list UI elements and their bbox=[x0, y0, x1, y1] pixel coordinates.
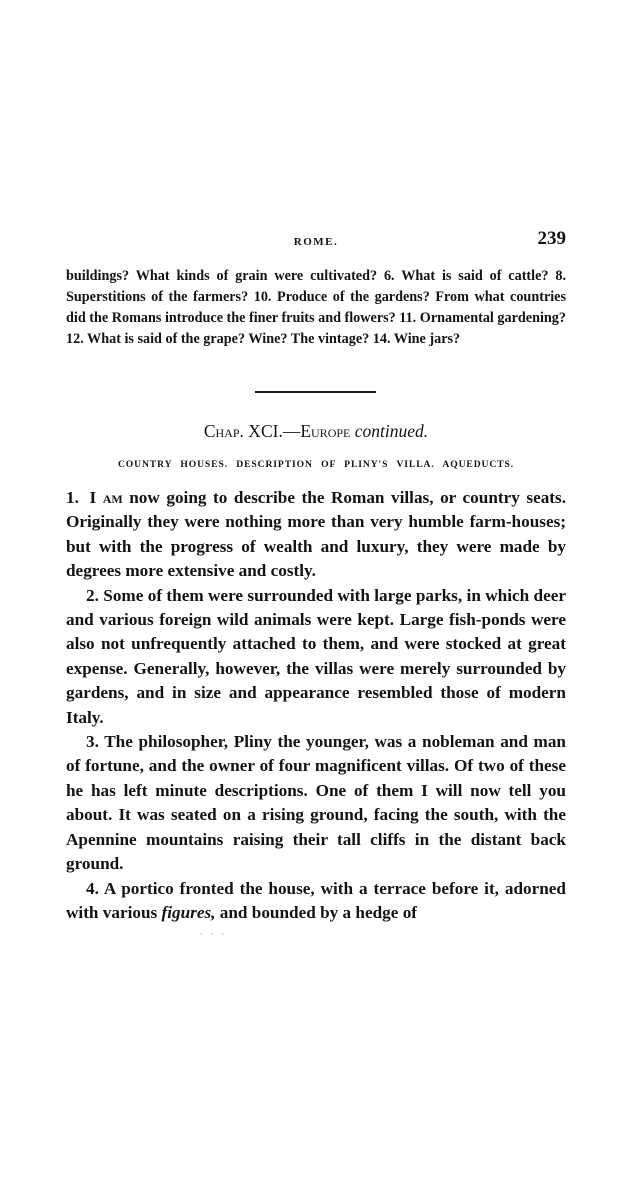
paragraph-2: 2. Some of them were surrounded with large parks, in which deer and various foreign wild animals were kept. Large fish-ponds were also not unfrequently attached to them, and were stocked at great expense. Generally, however, the villas were merely surrounded by gardens, and in size and appearance resembled those of modern Italy. bbox=[66, 585, 566, 727]
scan-specks: · · · bbox=[200, 930, 227, 939]
paragraph-4-italic: figures, bbox=[161, 902, 216, 922]
chapter-body bbox=[66, 486, 566, 925]
chapter-label: Chap. XCI.— bbox=[203, 421, 301, 441]
page-number: 239 bbox=[537, 228, 566, 249]
review-questions: buildings? What kinds of grain were cultivated? 6. What is said of cattle? 8. Superstitions of the farmers? 10. Produce of the gardens? From what countries did the Romans introduce the finer fruits and flowers? 11. Ornamental gardening? 12. What is said of the grape? Wine? The vintage? 14. Wine jars? bbox=[66, 268, 566, 347]
paragraph-1-text: now going to describe the Roman villas, or country seats. Originally they were nothing more than very humble farm-houses; but with the progress of wealth and luxury, they were made by degrees more extensive and costly. bbox=[66, 488, 567, 581]
paragraph-1-number: 1. bbox=[66, 488, 79, 507]
chapter-region: Europe bbox=[300, 421, 351, 441]
chapter-continued: continued. bbox=[354, 421, 429, 441]
paragraph-1-lead: I am bbox=[89, 488, 123, 507]
section-divider bbox=[255, 391, 376, 393]
chapter-heading bbox=[66, 421, 566, 442]
paragraph-3: 3. The philosopher, Pliny the younger, was a nobleman and man of fortune, and the owner of four magnificent villas. Of two of these he has left minute descriptions. One of them I will now tell you about. It was seated on a rising ground, facing the south, with the Apennine mountains raising their tall cliffs in the distant back ground. bbox=[66, 732, 566, 874]
running-title: ROME. bbox=[293, 236, 339, 248]
running-head bbox=[66, 228, 566, 252]
paragraph-4-text-a: 4. A portico fronted the house, with a terrace before it, adorned with various bbox=[66, 878, 566, 922]
paragraph-1 bbox=[66, 486, 566, 584]
paragraph-4 bbox=[66, 877, 566, 926]
chapter-subheading: COUNTRY HOUSES. DESCRIPTION OF PLINY'S VILLA. AQUEDUCTS. bbox=[117, 459, 515, 470]
paragraph-4-text-b: and bounded by a hedge of bbox=[219, 902, 418, 922]
